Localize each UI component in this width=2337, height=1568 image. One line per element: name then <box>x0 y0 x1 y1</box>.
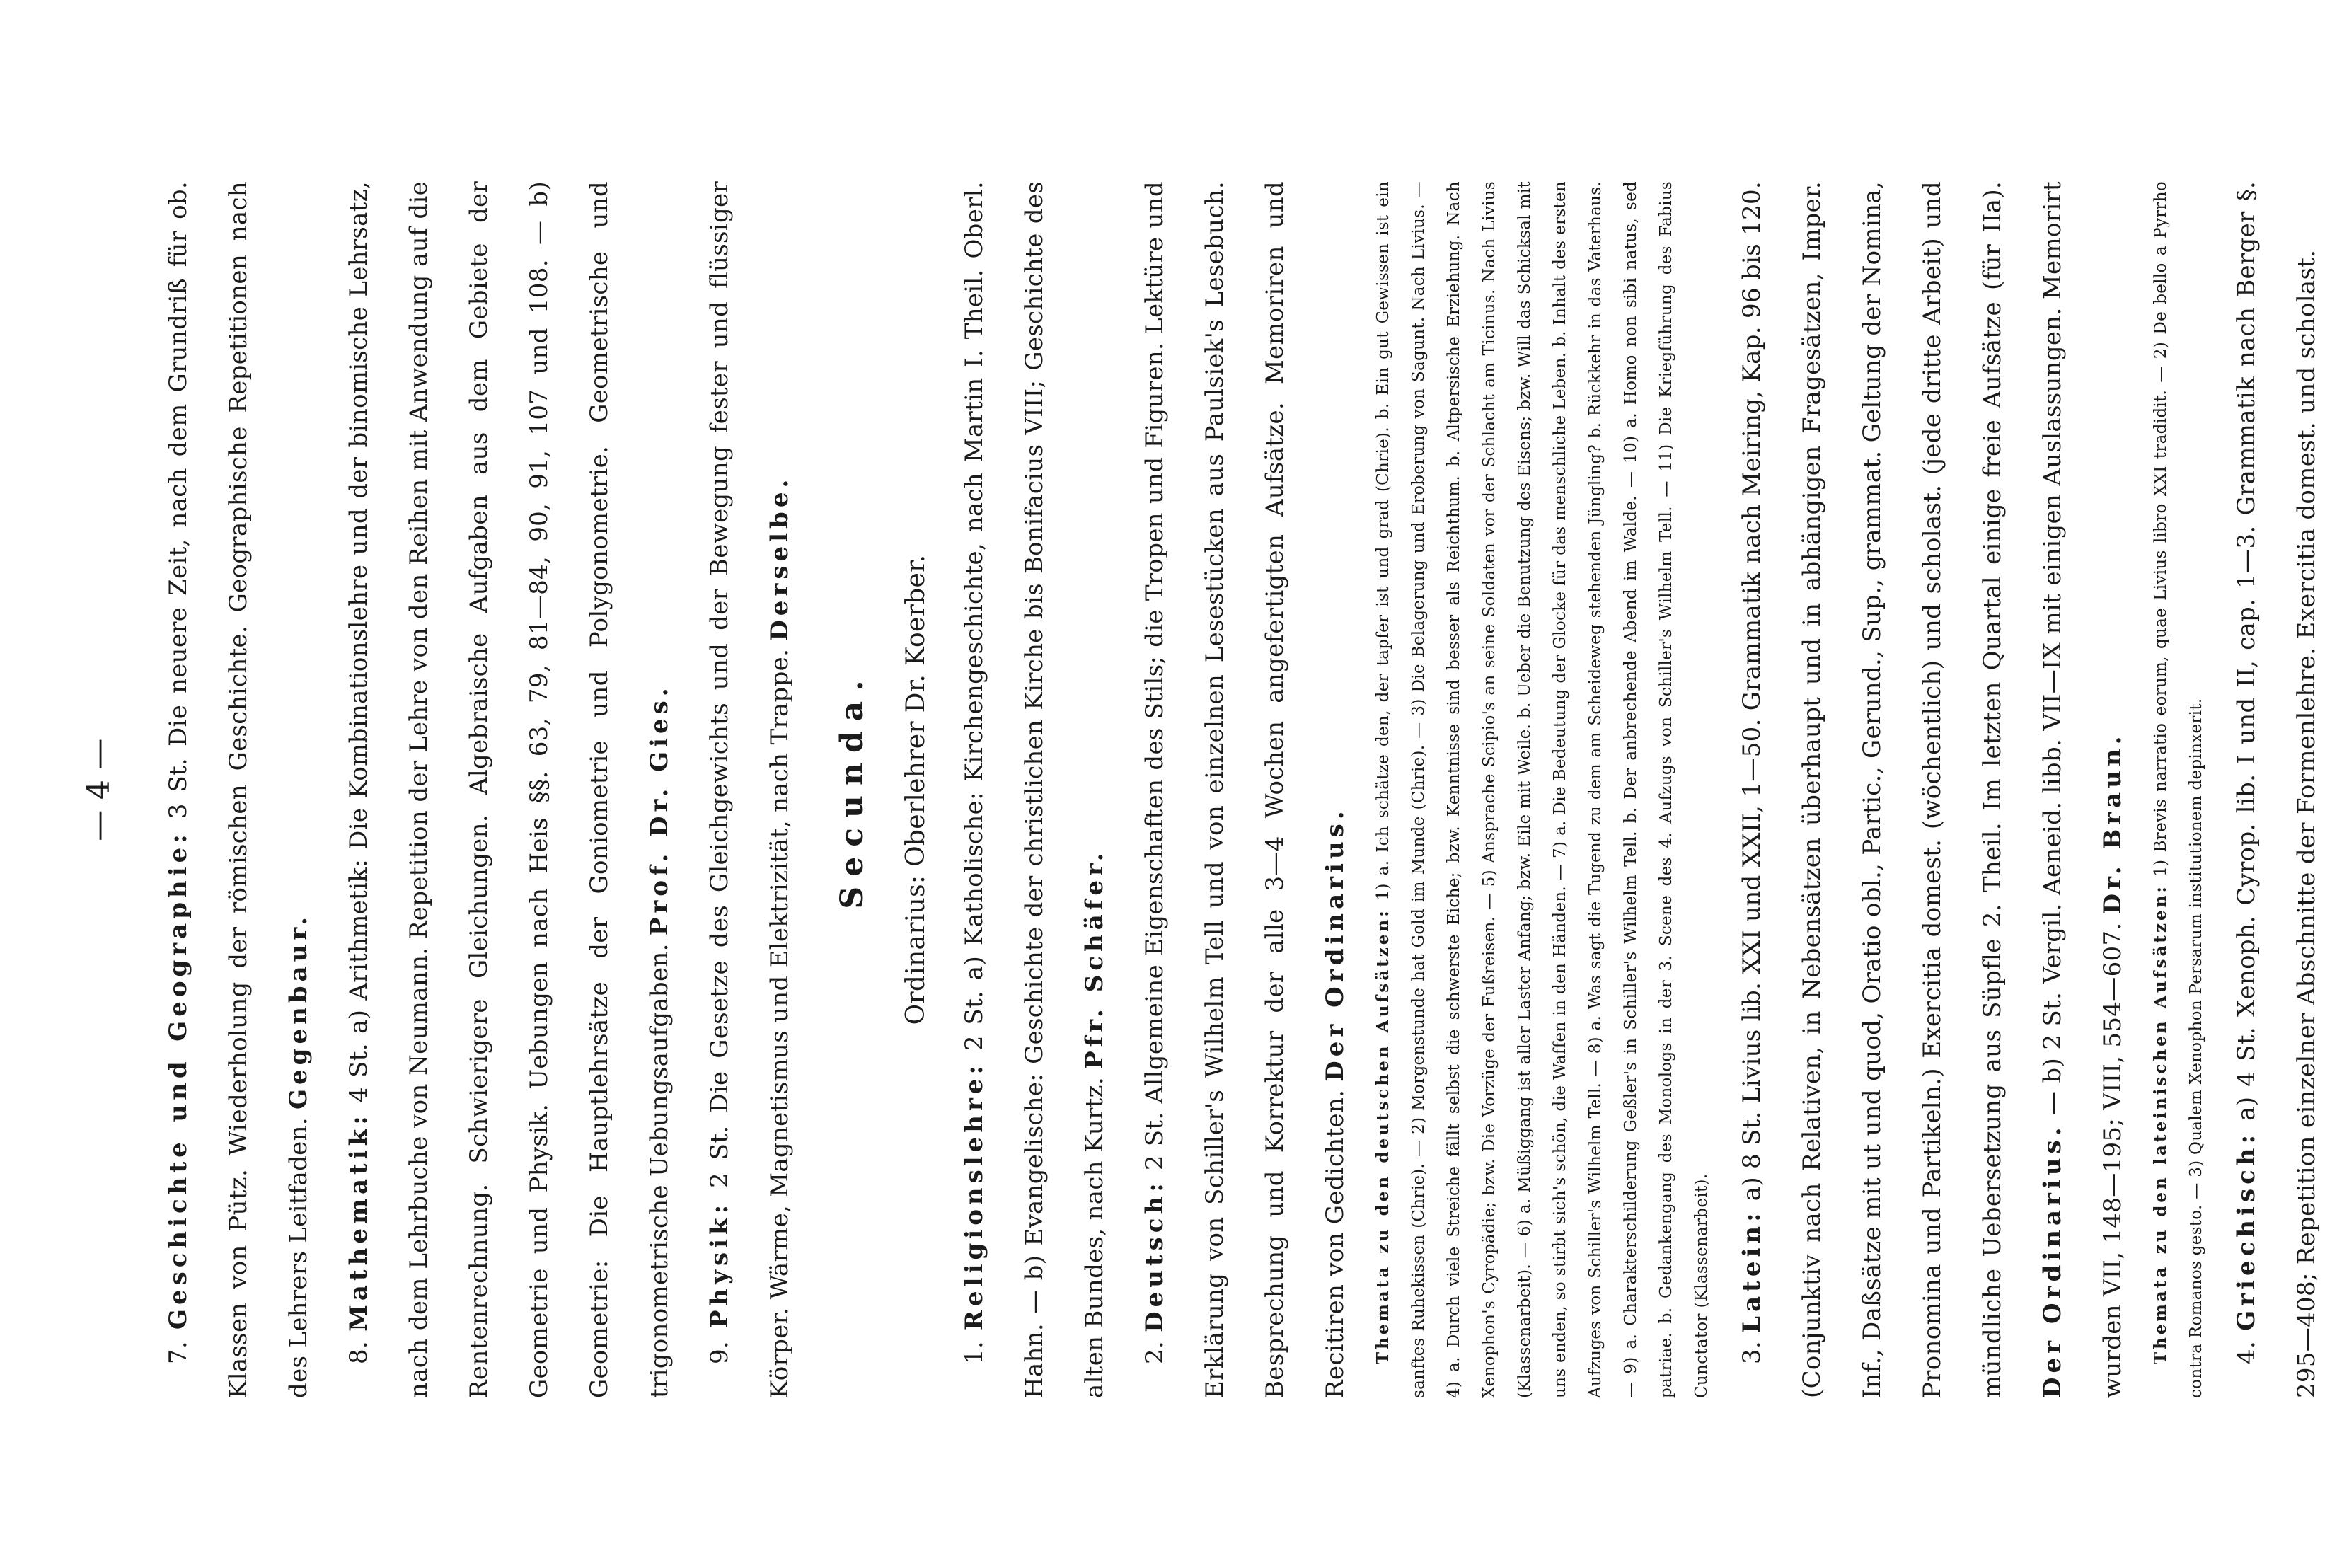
section-text-latein-b: — b) 2 St. Vergil. Aeneid. libb. VII—IX mit einigen Auslassungen. Memorirt wurden VII, 148—195; VIII, 554—607. <box>2038 180 2127 1398</box>
section-text-griechisch: a) 4 St. Xenoph. Cyrop. lib. I und II, cap. 1—3. Grammatik nach Berger §. 295—408; Repetition einzelner Abschnitte der Formenlehre. Exercitia domest. und scholast. <box>2232 180 2321 1398</box>
themata-deutsch <box>1366 181 1719 1398</box>
section-text-mathematik: 4 St. a) Arithmetik: Die Kombinationslehre und der binomische Lehrsatz, nach dem Lehrbuche von Neumann. Repetition der Lehre von den Reihen mit Anwendung auf die Rentenrechnung. Schwierigere Gleichungen. Algebraische Aufgaben aus dem Gebiete der Geometrie und Physik. Uebungen nach Heis §§. 63, 79, 81—84, 90, 91, 107 und 108. — b) Geometrie: Die Hauptlehrsätze der Goniometrie und Polygonometrie. Geometrische und trigonometrische Uebungsaufgaben. <box>345 180 674 1398</box>
themata-latein <box>2143 181 2214 1398</box>
paragraph-griechisch <box>2217 181 2337 1398</box>
paragraph-physik <box>690 181 810 1398</box>
section-label-geschichte: Geschichte und Geographie: <box>164 830 192 1330</box>
teacher-geschichte: Gegenbaur. <box>284 913 313 1109</box>
themata-text-deutsch: 1) a. Ich schätze den, der tapfer ist und grad (Chrie). b. Ein gut Gewissen ist ein sanftes Ruhekissen (Chrie). — 2) Morgenstunde hat Gold im Munde (Chrie). — 3) Die Belagerung und Eroberung von Sagunt. Nach Livius. — 4) a. Durch viele Streiche fällt selbst die schwerste Eiche; bzw. Kenntnisse sind besser als Reichthum. b. Altpersische Erziehung. Nach Xenophon's Cyropädie; bzw. Die Vorzüge der Fußreisen. — 5) Ansprache Scipio's an seine Soldaten vor der Schlacht am Ticinus. Nach Livius (Klassenarbeit). — 6) a. Müßiggang ist aller Laster Anfang; bzw. Eile mit Weile. b. Ueber die Benutzung des Eisens; bzw. Will das Schicksal mit uns enden, so stirbt sich's schön, die Waffen in den Händen. — 7) a. Die Bedeutung der Glocke für das menschliche Leben. b. Inhalt des ersten Aufzuges von Schiller's Wilhelm Tell. — 8) a. Was sagt die Tugend zu dem am Scheideweg stehenden Jüngling? b. Rückkehr in das Vaterhaus. — 9) a. Charakterschilderung Geßler's in Schiller's Wilhelm Tell. b. Der anbrechende Abend im Walde. — 10) a. Homo non sibi natus, sed patriae. b. Gedankengang des Monologs in der 3. Scene des 4. Aufzugs von Schiller's Wilhelm Tell. — 11) Die Kriegführung des Fabius Cunctator (Klassenarbeit). <box>1374 181 1711 1398</box>
section-label-mathematik: Mathematik: <box>345 1112 373 1332</box>
teacher-physik: Derselbe. <box>766 475 794 641</box>
paragraph-religion <box>945 181 1125 1398</box>
section-number: 8. <box>345 1340 373 1364</box>
teacher-latein-a: Der Ordinarius. <box>2038 1123 2067 1398</box>
paragraph-deutsch <box>1125 181 1366 1398</box>
themata-text-latein: 1) Brevis narratio eorum, quae Livius libro XXI tradidit. — 2) De bello a Pyrrho contra Romanos gesto. — 3) Qualem Xenophon Persarum institutionem depinxerit. <box>2152 181 2205 1398</box>
section-label-latein: Latein: <box>1738 1209 1766 1333</box>
paragraph-geschichte <box>149 181 329 1398</box>
themata-label-deutsch: Themata zu den deutschen Aufsätzen: <box>1373 908 1392 1364</box>
section-label-griechisch: Griechisch: <box>2232 1130 2261 1331</box>
section-number: 3. <box>1738 1340 1766 1364</box>
section-number: 2. <box>1141 1340 1169 1364</box>
page-number: — 4 — <box>81 738 117 841</box>
section-text-religion-a: 2 St. a) Katholische: Kirchengeschichte, nach Martin I. Theil. <box>960 269 988 1051</box>
teacher-latein-b: Dr. Braun. <box>2099 732 2127 915</box>
document-body <box>78 181 2337 1398</box>
teacher-religion-a: Oberl. Hahn. <box>960 181 1049 1398</box>
section-label-deutsch: Deutsch: <box>1141 1179 1169 1332</box>
section-number: 4. <box>2232 1340 2261 1364</box>
section-text-latein: a) 8 St. Livius lib. XXI und XXII, 1—50. Grammatik nach Meiring, Kap. 96 bis 120. (Conjunktiv nach Relativen, in Nebensätzen überhaupt und in abhängigen Fragesätzen, Imper. Inf., Daßsätze mit ut und quod, Oratio obl., Partic., Gerund., Sup., grammat. Geltung der Nomina, Pronomina und Partikeln.) Exercitia domest. (wöchentlich) und scholast. (jede dritte Arbeit) und mündliche Uebersetzung aus Süpfle 2. Theil. Im letzten Quartal einige freie Aufsätze (für IIa). <box>1738 181 2007 1398</box>
themata-label-latein: Themata zu den lateinischen Aufsätzen: <box>2151 884 2170 1364</box>
section-text-deutsch: 2 St. Allgemeine Eigenschaften des Stils; die Tropen und Figuren. Lektüre und Erklärung von Schiller's Wilhelm Tell und von einzelnen Lesestücken aus Paulsiek's Lesebuch. Besprechung und Korrektur der alle 3—4 Wochen angefertigten Aufsätze. Memoriren und Recitiren von Gedichten. <box>1141 181 1349 1398</box>
teacher-deutsch: Der Ordinarius. <box>1321 807 1349 1082</box>
section-text-religion-b: — b) Evangelische: Geschichte der christlichen Kirche bis Bonifacius VIII; Geschichte des alten Bundes, nach Kurtz. <box>1020 181 1109 1398</box>
teacher-mathematik: Prof. Dr. Gies. <box>645 684 674 936</box>
section-number: 1. <box>960 1340 988 1364</box>
section-text-physik: 2 St. Die Gesetze des Gleichgewichts und der Bewegung fester und flüssiger Körper. Wärme, Magnetismus und Elektrizität, nach Trappe. <box>705 180 794 1398</box>
class-heading-secunda: Secunda. <box>834 670 870 909</box>
section-text-geschichte: 3 St. Die neuere Zeit, nach dem Grundriß für ob. Klassen von Pütz. Wiederholung der römischen Geschichte. Geographische Repetitionen nach des Lehrers Leitfaden. <box>164 180 313 1398</box>
paragraph-latein <box>1722 181 2143 1398</box>
section-label-physik: Physik: <box>705 1200 734 1329</box>
paragraph-mathematik <box>329 181 690 1398</box>
section-number: 9. <box>705 1340 734 1364</box>
section-number: 7. <box>164 1340 192 1364</box>
section-label-religion: Religionslehre: <box>960 1061 988 1331</box>
teacher-religion-b: Pfr. Schäfer. <box>1080 848 1109 1069</box>
ordinarius-line: Ordinarius: Oberlehrer Dr. Koerber. <box>901 554 930 1025</box>
